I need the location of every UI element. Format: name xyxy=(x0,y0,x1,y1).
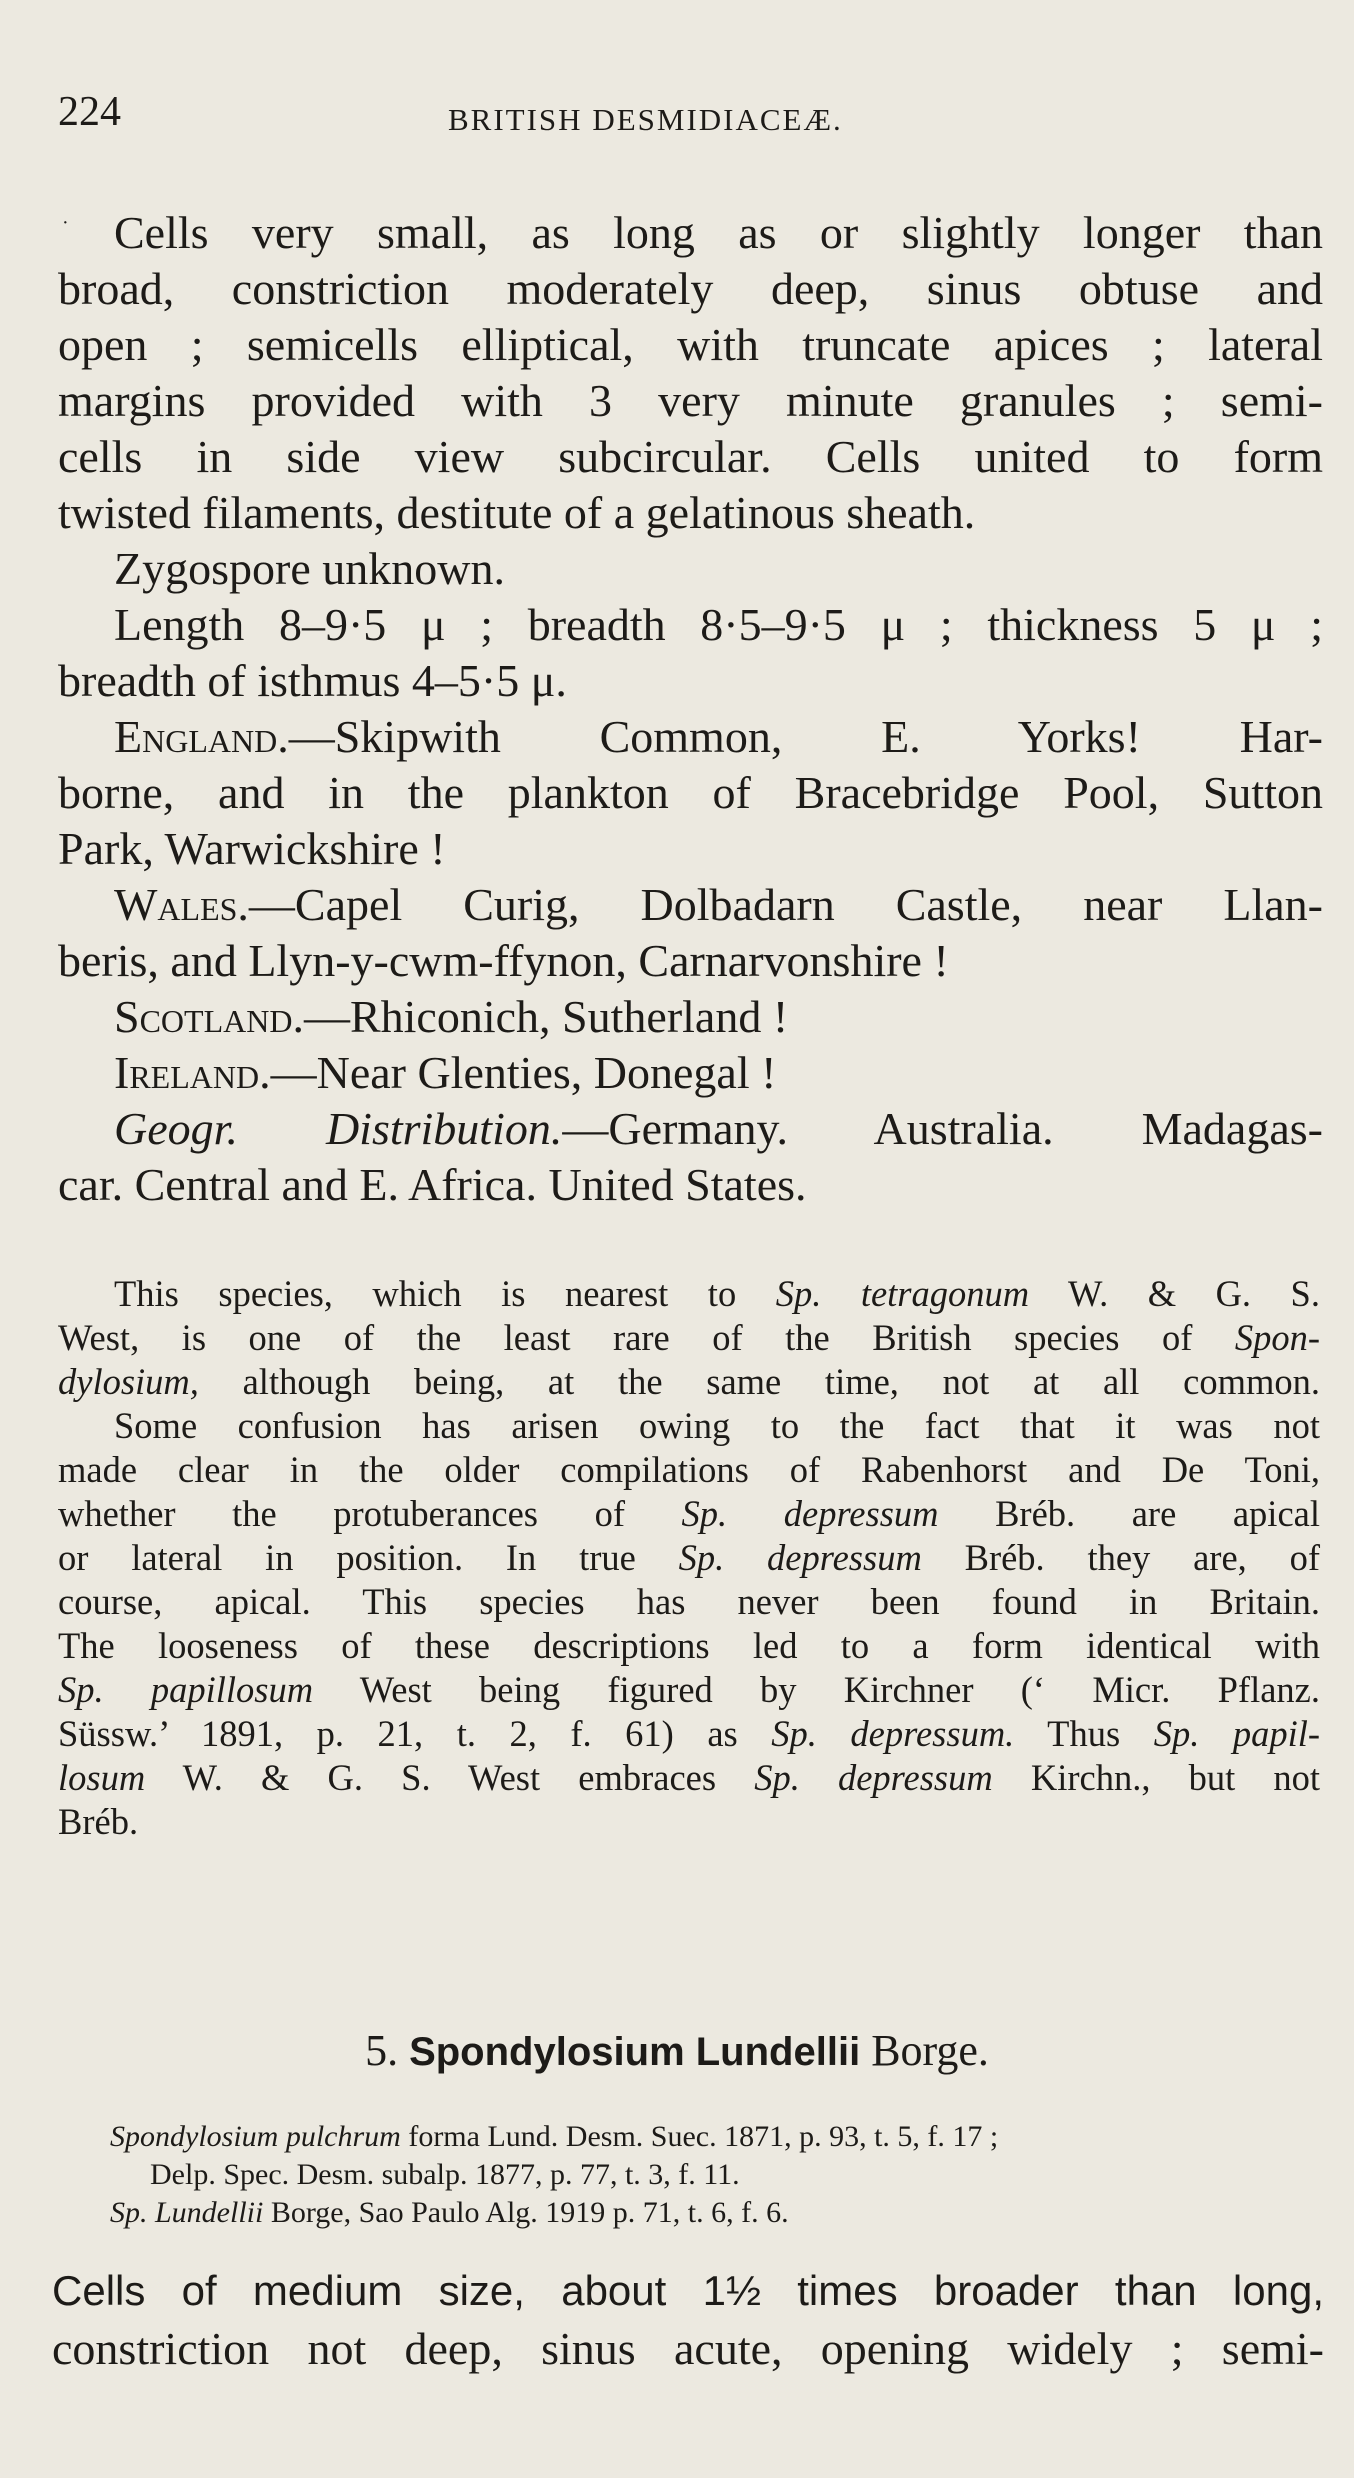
geogr-label: Geogr. Distribution. xyxy=(114,1103,563,1154)
taxon-name: Sp. Lundellii xyxy=(110,2196,264,2229)
taxon-name: Sp. depressum xyxy=(754,1757,993,1798)
notes-text: Bréb. they are, of xyxy=(921,1537,1320,1578)
description-line: open ; semicells elliptical, with truncate apices ; lateral xyxy=(58,319,1323,370)
fraction: ½ xyxy=(725,2267,761,2314)
measurements-line: breadth of isthmus 4–5·5 μ. xyxy=(58,655,567,706)
synonymy xyxy=(110,2118,1330,2232)
notes-line xyxy=(58,1272,1320,1316)
taxon-name: Sp. papillosum xyxy=(58,1669,314,1710)
notes-text: Bréb. are apical xyxy=(938,1493,1320,1534)
species-heading xyxy=(0,2025,1354,2076)
description-line: cells in side view subcircular. Cells united to form xyxy=(58,431,1323,482)
wales-text: —Capel Curig, Dolbadarn Castle, near Llan- xyxy=(248,879,1323,930)
description-text: Cells of medium size, about 1 xyxy=(52,2267,726,2314)
notes-text: Thus xyxy=(1014,1713,1154,1754)
distribution-wales xyxy=(58,877,1323,933)
page-number: 224 xyxy=(58,89,121,135)
england-text: —Skipwith Common, E. Yorks! Har- xyxy=(288,711,1323,762)
distribution-line: car. Central and E. Africa. United States. xyxy=(58,1159,807,1210)
notes-text: This species, which is nearest to xyxy=(114,1273,776,1314)
taxon-name: Spon- xyxy=(1234,1317,1320,1358)
distribution-line: beris, and Llyn-y-cwm-ffynon, Carnarvonshire ! xyxy=(58,935,949,986)
species-number: 5. xyxy=(365,2026,399,2075)
notes-line: Bréb. xyxy=(58,1801,139,1842)
description-line: constriction not deep, sinus acute, opening widely ; semi- xyxy=(52,2323,1324,2374)
species-name: Spondylosium Lundellii xyxy=(409,2030,861,2074)
notes-text: whether the protuberances of xyxy=(58,1493,682,1534)
notes-line: course, apical. This species has never been found in Britain. xyxy=(58,1581,1320,1622)
england-label: England. xyxy=(114,711,289,762)
notes-line xyxy=(58,1492,1320,1536)
taxon-name: Sp. papil- xyxy=(1153,1713,1321,1754)
taxon-name: Spondylosium pulchrum xyxy=(110,2120,401,2153)
description-text: times broader than long, xyxy=(760,2267,1325,2314)
citation-text: Borge, Sao Paulo Alg. 1919 p. 71, t. 6, f. 6. xyxy=(263,2196,789,2229)
scotland-label: Scotland. xyxy=(114,991,304,1042)
distribution-geographic xyxy=(58,1101,1323,1157)
zygospore-line: Zygospore unknown. xyxy=(114,543,505,594)
notes-line: made clear in the older compilations of Rabenhorst and De Toni, xyxy=(58,1449,1320,1490)
distribution-england xyxy=(58,709,1323,765)
distribution-scotland xyxy=(58,989,1323,1045)
distribution-ireland xyxy=(58,1045,1323,1101)
synonym-line: Delp. Spec. Desm. subalp. 1877, p. 77, t. 3, f. 11. xyxy=(150,2158,740,2191)
notes-text: West, is one of the least rare of the British species of xyxy=(58,1317,1235,1358)
stray-mark: · xyxy=(62,212,69,234)
taxon-name: Sp. depressum xyxy=(681,1493,939,1534)
taxon-name: Sp. depressum. xyxy=(771,1713,1015,1754)
notes-text: although being, at the same time, not at all common. xyxy=(198,1361,1320,1402)
ireland-label: Ireland. xyxy=(114,1047,271,1098)
taxon-name: dylosium, xyxy=(58,1361,199,1402)
species-author: Borge. xyxy=(871,2026,989,2075)
taxon-name: losum xyxy=(58,1757,146,1798)
species-notes xyxy=(58,1272,1320,1844)
distribution-line: borne, and in the plankton of Bracebridge Pool, Sutton xyxy=(58,767,1323,818)
taxon-name: Sp. tetragonum xyxy=(775,1273,1030,1314)
synonym-line xyxy=(110,2194,1330,2232)
distribution-line: Park, Warwickshire ! xyxy=(58,823,446,874)
notes-line xyxy=(58,1712,1320,1756)
measurements-line: Length 8–9·5 μ ; breadth 8·5–9·5 μ ; thickness 5 μ ; xyxy=(114,599,1323,650)
description-line xyxy=(52,2262,1324,2320)
notes-line xyxy=(58,1756,1320,1800)
notes-text: W. & G. S. xyxy=(1029,1273,1320,1314)
description-line: broad, constriction moderately deep, sinus obtuse and xyxy=(58,263,1323,314)
notes-line: The looseness of these descriptions led to a form identical with xyxy=(58,1625,1320,1666)
notes-text: Süssw.’ 1891, p. 21, t. 2, f. 61) as xyxy=(58,1713,772,1754)
notes-line xyxy=(58,1316,1320,1360)
description-line: margins provided with 3 very minute granules ; semi- xyxy=(58,375,1323,426)
scotland-text: —Rhiconich, Sutherland ! xyxy=(303,991,789,1042)
geogr-text: —Germany. Australia. Madagas- xyxy=(562,1103,1323,1154)
notes-line xyxy=(58,1536,1320,1580)
lundellii-description xyxy=(52,2262,1324,2378)
ireland-text: —Near Glenties, Donegal ! xyxy=(270,1047,777,1098)
notes-line xyxy=(58,1668,1320,1712)
taxon-name: Sp. depressum xyxy=(678,1537,922,1578)
notes-text: West being figured by Kirchner (‘ Micr. Pflanz. xyxy=(313,1669,1320,1710)
synonym-line xyxy=(110,2118,1330,2156)
notes-line: Some confusion has arisen owing to the fact that it was not xyxy=(114,1405,1320,1446)
running-head: BRITISH DESMIDIACEÆ. xyxy=(448,102,843,137)
description-line: Cells very small, as long as or slightly longer than xyxy=(114,207,1323,258)
notes-text: Kirchn., but not xyxy=(992,1757,1320,1798)
notes-text: W. & G. S. West embraces xyxy=(145,1757,755,1798)
species-description xyxy=(58,205,1323,1213)
citation-text: forma Lund. Desm. Suec. 1871, p. 93, t. 5, f. 17 ; xyxy=(400,2120,999,2153)
notes-line xyxy=(58,1360,1320,1404)
notes-text: or lateral in position. In true xyxy=(58,1537,679,1578)
description-line: twisted filaments, destitute of a gelatinous sheath. xyxy=(58,487,976,538)
wales-label: Wales. xyxy=(114,879,249,930)
page-header xyxy=(58,88,1308,148)
